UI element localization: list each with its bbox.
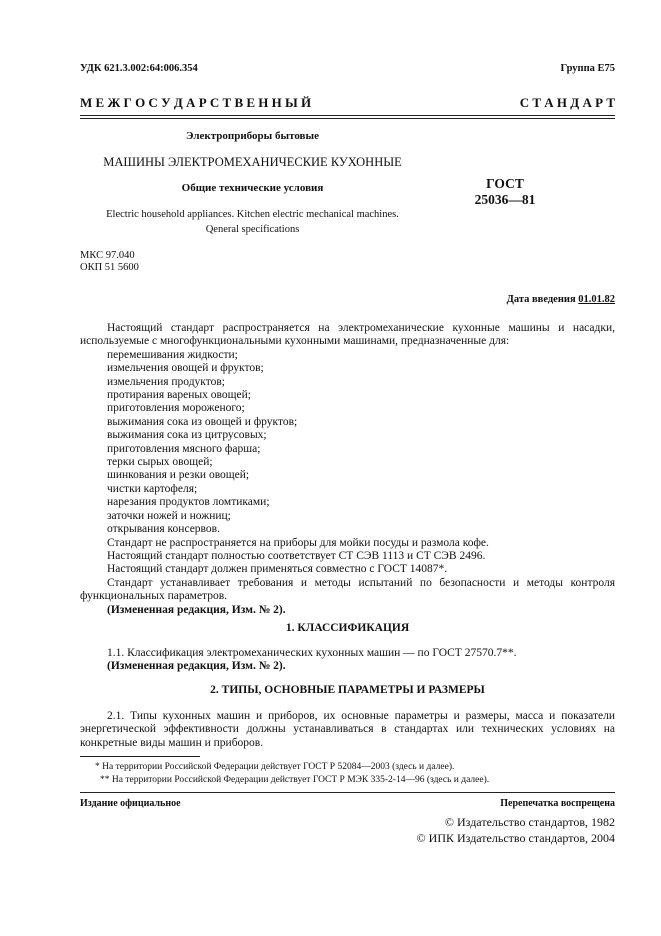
banner-interstate: М Е Ж Г О С У Д А Р С Т В Е Н Н Ы Й (80, 95, 312, 110)
copyright-1982: © Издательство стандартов, 1982 (444, 815, 615, 829)
list-item: терки сырых овощей; (107, 456, 213, 469)
list-item: измельчения продуктов; (107, 375, 225, 388)
section-2-heading: 2. ТИПЫ, ОСНОВНЫЕ ПАРАМЕТРЫ И РАЗМЕРЫ (210, 684, 485, 696)
mks-code: МКС 97.040 (80, 250, 135, 261)
main-body (80, 322, 615, 617)
document-title: МАШИНЫ ЭЛЕКТРОМЕХАНИЧЕСКИЕ КУХОННЫЕ (103, 155, 402, 169)
list-item: выжимания сока из цитрусовых; (107, 429, 267, 442)
exclusion-paragraph: Стандарт не распространяется на приборы для мойки посуды и размола кофе. (107, 536, 489, 549)
gost-label: ГОСТ (486, 176, 524, 191)
clause-1-1: 1.1. Классификация электромеханических кухонных машин — по ГОСТ 27570.7**. (107, 647, 517, 659)
section-1-body (80, 647, 615, 674)
section-1-heading: 1. КЛАССИФИКАЦИЯ (285, 622, 410, 634)
list-item: заточки ножей и ножниц; (107, 509, 231, 522)
purpose-list (80, 349, 615, 537)
document-subtitle: Общие технические условия (181, 182, 324, 194)
footnote-2: ** На территории Российской Федерации действует ГОСТ Р МЭК 335-2-14—96 (здесь и далее). (100, 775, 490, 785)
list-item: открывания консервов. (107, 523, 220, 536)
list-item: протирания вареных овощей; (107, 389, 251, 402)
english-title-line1: Electric household appliances. Kitchen electric mechanical machines. (106, 209, 399, 220)
standard-banner (80, 95, 615, 111)
list-item: приготовления мороженого; (107, 402, 245, 415)
gost-number: 25036—81 (474, 192, 536, 207)
banner-standard: С Т А Н Д А Р Т (519, 95, 615, 110)
intro-paragraph: Настоящий стандарт распространяется на электромеханические кухонные машины и насадки, используемые с многофункциональными кухонными машинами, предназначенные для: (80, 322, 615, 348)
footer-rule (80, 792, 615, 793)
banner-rule-bottom (80, 118, 615, 119)
reprint-notice: Перепечатка воспрещена (500, 798, 615, 809)
joint-use-paragraph: Настоящий стандарт должен применяться совместно с ГОСТ 14087*. (107, 563, 448, 576)
category: Электроприборы бытовые (186, 130, 319, 142)
footnote-1: * На территории Российской Федерации действует ГОСТ Р 52084—2003 (здесь и далее). (95, 762, 455, 772)
list-item: измельчения овощей и фруктов; (107, 362, 264, 375)
section-2-body (80, 710, 615, 750)
english-title-line2: Qeneral specifications (205, 224, 300, 235)
amendment-note: (Измененная редакция, Изм. № 2). (107, 603, 286, 616)
clause-1-1-amendment: (Измененная редакция, Изм. № 2). (107, 660, 286, 673)
intro-date-label: Дата введения (506, 294, 576, 305)
list-item: нарезания продуктов ломтиками; (107, 496, 270, 509)
intro-date-value: 01.01.82 (578, 294, 615, 305)
banner-rule-top (80, 115, 615, 116)
okp-code: ОКП 51 5600 (80, 262, 139, 273)
list-item: приготовления мясного фарша; (107, 442, 261, 455)
list-item: шинкования и резки овощей; (107, 469, 250, 482)
compliance-paragraph: Настоящий стандарт полностью соответствует СТ СЭВ 1113 и СТ СЭВ 2496. (107, 549, 486, 562)
scope-paragraph: Стандарт устанавливает требования и методы испытаний по безопасности и методы контроля функциональных параметров. (80, 576, 615, 603)
footnote-rule (80, 756, 200, 757)
clause-2-1: 2.1. Типы кухонных машин и приборов, их основные параметры и размеры, масса и показатели энергетической эффективности должны устанавливаться в стандартах или технических условиях на конкретные виды машин и приборов. (80, 710, 615, 749)
list-item: чистки картофеля; (107, 482, 198, 495)
introduction-date (507, 294, 615, 305)
udc-code: УДК 621.3.002:64:006.354 (80, 63, 198, 74)
copyright-2004: © ИПК Издательство стандартов, 2004 (416, 831, 615, 845)
list-item: выжимания сока из овощей и фруктов; (107, 415, 298, 428)
edition-label: Издание официальное (80, 798, 181, 809)
group-code: Группа Е75 (560, 63, 615, 74)
list-item: перемешивания жидкости; (107, 348, 238, 361)
